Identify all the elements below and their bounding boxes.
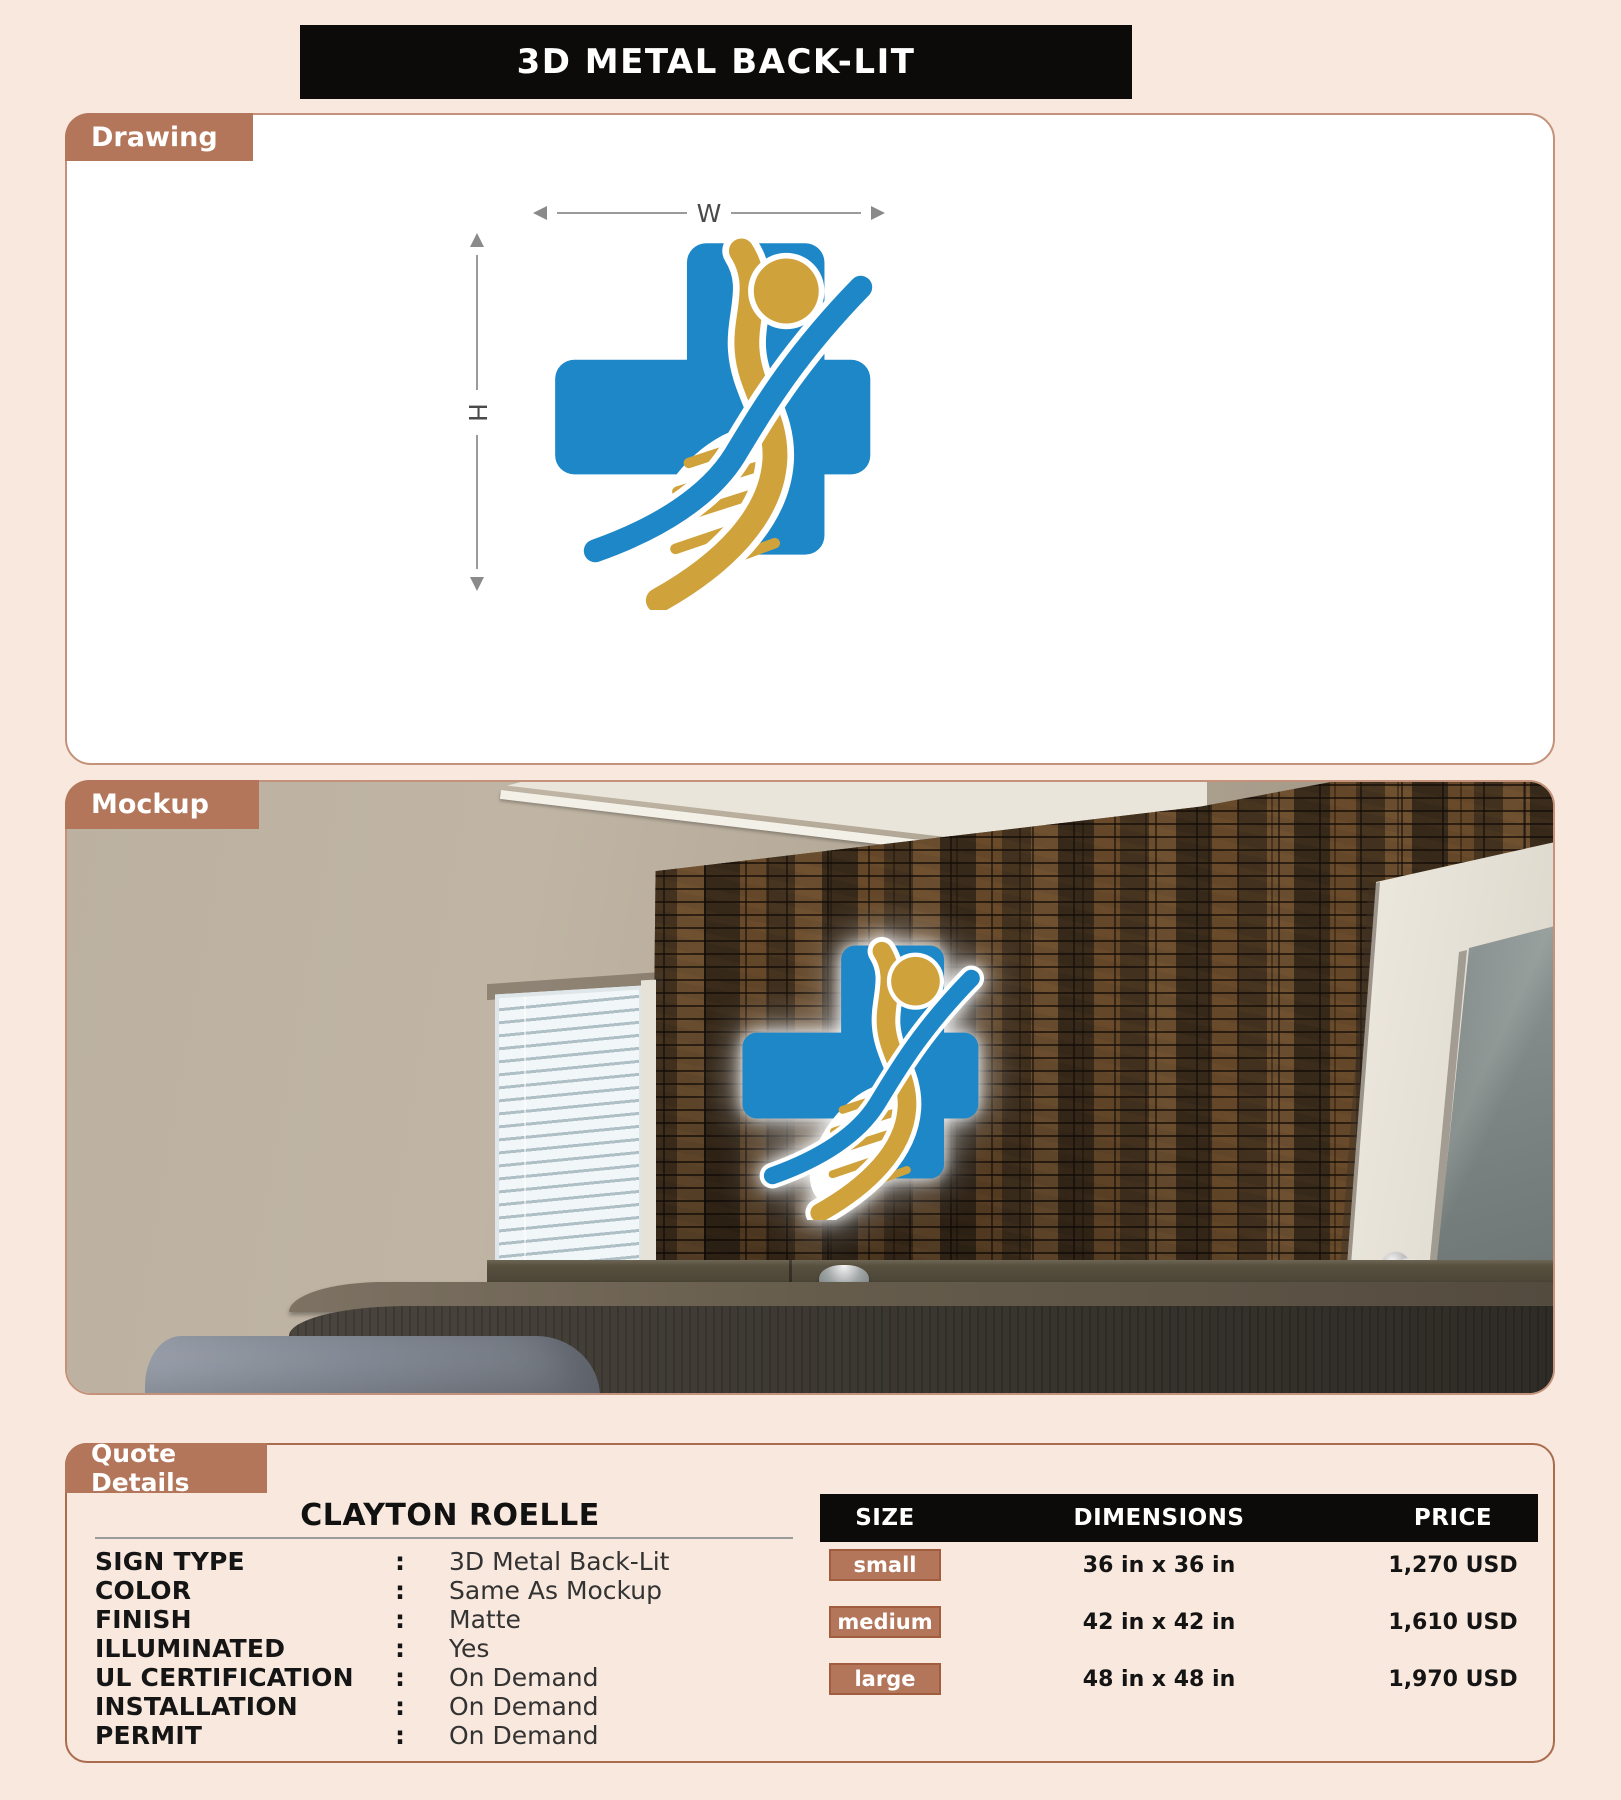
table-row-medium bbox=[820, 1605, 1538, 1639]
size-badge-large: large bbox=[829, 1663, 941, 1695]
width-dimension-arrow bbox=[533, 199, 885, 227]
quote-details-label: Quote Details bbox=[91, 1439, 190, 1497]
drawing-section-tab bbox=[65, 113, 253, 161]
width-dimension-label: W bbox=[696, 198, 722, 228]
quote-details-tab bbox=[65, 1439, 267, 1497]
detail-value: On Demand bbox=[449, 1663, 599, 1692]
arrow-down-icon bbox=[470, 577, 484, 591]
detail-value: On Demand bbox=[449, 1721, 599, 1750]
detail-value: On Demand bbox=[449, 1692, 599, 1721]
detail-colon: : bbox=[395, 1692, 405, 1721]
detail-colon: : bbox=[395, 1605, 405, 1634]
mockup-section-label: Mockup bbox=[91, 789, 209, 820]
detail-colon: : bbox=[395, 1721, 405, 1750]
dimensions-value: 36 in x 36 in bbox=[1082, 1552, 1236, 1578]
detail-label: FINISH bbox=[95, 1605, 192, 1634]
mockup-section-tab bbox=[65, 780, 259, 829]
detail-row-permit bbox=[95, 1721, 735, 1750]
detail-row-color bbox=[95, 1576, 735, 1605]
detail-value: 3D Metal Back-Lit bbox=[449, 1547, 670, 1576]
arrow-up-icon bbox=[470, 233, 484, 247]
size-badge-medium: medium bbox=[829, 1606, 941, 1638]
arrow-right-icon bbox=[871, 206, 885, 220]
page-title-banner bbox=[300, 25, 1132, 99]
detail-label: SIGN TYPE bbox=[95, 1547, 245, 1576]
detail-colon: : bbox=[395, 1663, 405, 1692]
detail-row-ul-certification bbox=[95, 1663, 735, 1692]
customer-name: CLAYTON ROELLE bbox=[300, 1498, 600, 1533]
price-value: 1,610 USD bbox=[1388, 1609, 1518, 1635]
height-dimension-arrow bbox=[463, 233, 491, 591]
detail-row-illuminated bbox=[95, 1634, 735, 1663]
dimensions-value: 42 in x 42 in bbox=[1082, 1609, 1236, 1635]
detail-row-installation bbox=[95, 1692, 735, 1721]
detail-label: PERMIT bbox=[95, 1721, 203, 1750]
size-table-header bbox=[820, 1494, 1538, 1542]
mockup-panel bbox=[65, 780, 1555, 1395]
table-row-large bbox=[820, 1662, 1538, 1696]
size-badge-small: small bbox=[829, 1549, 941, 1581]
table-row-small bbox=[820, 1548, 1538, 1582]
mounted-sign bbox=[735, 934, 993, 1224]
detail-label: ILLUMINATED bbox=[95, 1634, 286, 1663]
detail-label: INSTALLATION bbox=[95, 1692, 298, 1721]
detail-label: UL CERTIFICATION bbox=[95, 1663, 354, 1692]
medical-dna-logo-drawing bbox=[545, 228, 890, 610]
detail-colon: : bbox=[395, 1576, 405, 1605]
page-title: 3D METAL BACK-LIT bbox=[516, 42, 916, 82]
quote-detail-list bbox=[95, 1547, 735, 1750]
detail-value: Matte bbox=[449, 1605, 521, 1634]
detail-row-sign-type bbox=[95, 1547, 735, 1576]
lobby-chair bbox=[145, 1336, 600, 1395]
price-value: 1,970 USD bbox=[1388, 1666, 1518, 1692]
price-value: 1,270 USD bbox=[1388, 1552, 1518, 1578]
detail-label: COLOR bbox=[95, 1576, 192, 1605]
column-header-size: SIZE bbox=[855, 1505, 915, 1531]
detail-value: Same As Mockup bbox=[449, 1576, 662, 1605]
dimensions-value: 48 in x 48 in bbox=[1082, 1666, 1236, 1692]
divider bbox=[95, 1537, 793, 1539]
detail-colon: : bbox=[395, 1547, 405, 1576]
column-header-price: PRICE bbox=[1413, 1505, 1493, 1531]
detail-value: Yes bbox=[449, 1634, 490, 1663]
medical-dna-logo-mockup bbox=[735, 934, 993, 1220]
detail-row-finish bbox=[95, 1605, 735, 1634]
detail-colon: : bbox=[395, 1634, 405, 1663]
arrow-left-icon bbox=[533, 206, 547, 220]
height-dimension-label: H bbox=[462, 402, 492, 422]
column-header-dimensions: DIMENSIONS bbox=[1073, 1505, 1245, 1531]
reception-photo bbox=[67, 782, 1553, 1393]
drawing-section-label: Drawing bbox=[91, 121, 218, 153]
